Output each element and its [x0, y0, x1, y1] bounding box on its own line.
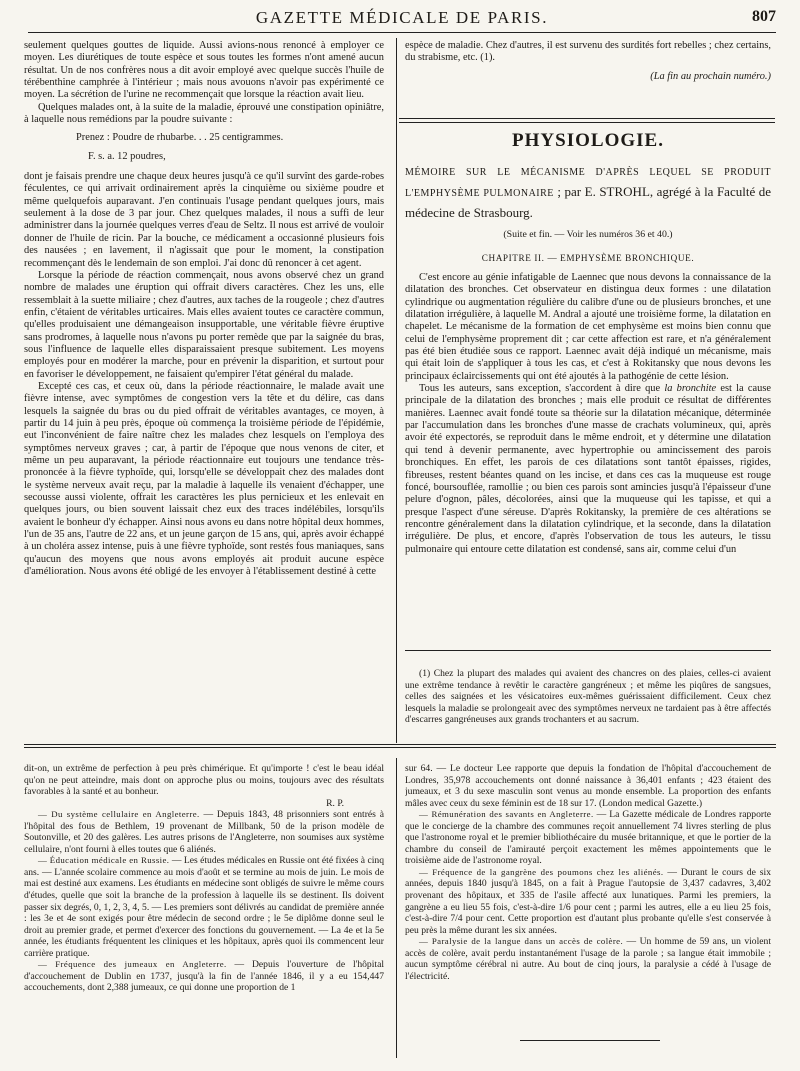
news-item-heading: — Du système cellulaire en Angleterre. [38, 809, 200, 820]
page-separator [24, 747, 776, 748]
end-rule [520, 1040, 660, 1041]
news-item-heading: — Fréquence des jumeaux en Angleterre. [38, 959, 227, 970]
page-separator [24, 744, 776, 745]
journal-title: GAZETTE MÉDICALE DE PARIS. [255, 8, 549, 27]
bottom-left-column [24, 763, 384, 1063]
news-item-heading: — Fréquence de la gangrène des poumons chez les aliénés. [419, 866, 664, 877]
paragraph: sur 64. — Le docteur Lee rapporte que depuis la fondation de l'hôpital d'accouchement de Londres, 35,978 accouchements ont donné naissance à 36,401 enfants ; 423 étaient des jumeaux, et 3 du sexe masculin sont venus au monde ensemble. La proportion des enfants mâles avec ceux du sexe féminin est de 18 sur 17. (London medical Gazette.) [405, 763, 771, 809]
news-item-body: — Un homme de 59 ans, un violent accès de colère, avait perdu instantanément l'usage de la parole ; sa langue était immobile ; aucun symptôme cérébral ni autre. Au bout de cinq jours, la paralysie a cédé à l'usage de l'électricité. [405, 936, 771, 982]
top-right-column-body [405, 272, 771, 640]
news-item [24, 959, 384, 994]
running-header [28, 6, 776, 33]
news-item [405, 867, 771, 936]
column-divider [396, 38, 397, 743]
continuation-note: (La fin au prochain numéro.) [650, 70, 771, 82]
news-item-body: — La Gazette médicale de Londres rapporte que le concierge de la chambre des communes reçoit annuellement 74 livres sterling de plus que l'astronome royal et le premier bibliothécaire du musée britannique, et que le portier de la chambre du conseil de l'amirauté perçoit exactement les mêmes appointements que le troisième aide de l'astronome royal. [405, 809, 771, 867]
article-title-byline: ; par E. [553, 184, 600, 199]
section-heading: PHYSIOLOGIE. [512, 130, 664, 151]
article-author: STROHL [599, 184, 650, 199]
recipe-line: Prenez : Poudre de rhubarbe. . . 25 centigrammes. [76, 132, 284, 144]
news-item-heading: — Rémunération des savants en Angleterre. [419, 809, 594, 820]
news-item-body: — Durant le cours de six années, depuis 1840 jusqu'à 1845, on a fait à Prague l'autopsie de 3,437 cadavres, 3,402 provenant des hôpitaux, et 335 de l'asile affecté aux lunatiques. Parmi les premiers, la gangrène a eu lieu 55 fois, c'est-à-dire 1/6 pour cent ; parmi les autres, elle a eu lieu 25 fois, c'est-à-dire 7/4 pour cent. Cette proportion est d'autant plus probante qu'elle s'est conservée à peu près la même durant les six années. [405, 866, 771, 936]
page-number: 807 [752, 8, 776, 25]
chapter-heading: CHAPITRE II. — EMPHYSÈME BRONCHIQUE. [481, 253, 695, 263]
emphasis-text: la bronchite [664, 383, 717, 395]
paragraph: dit-on, un extrême de perfection à peu près chimérique. Et qu'importe ! c'est le beau idéal qu'on ne peut atteindre, mais dont on approche plus ou moins, toujours avec des résultats favorables à la santé et au bonheur. [24, 763, 384, 798]
news-item [405, 936, 771, 982]
news-item-heading: — Éducation médicale en Russie. [38, 855, 170, 866]
paragraph: Excepté ces cas, et ceux où, dans la période réactionnaire, le malade avait une fièvre intense, avec symptômes de congestion vers la tête et du délire, cas dans lesquels la saignée du bras ou du pied offrait de véritables avantages, ce moyen, à partir du 14 juin à peu près, époque où commença la troisième période de l'épidémie, eut l'inconvénient de faire naître chez les malades chez lesquels on l'employa des symptômes nerveux graves ; car, à partir de l'époque que nous venons de citer, et même un peu auparavant, la période réactionnaire eut toujours une tendance très-prononcée à la fièvre typhoïde, qui, lorsqu'elle se développait chez des malades dont le système nerveux avait reçu, par la maladie à laquelle ils venaient d'échapper, une secousse aussi violente, offrait les caractères les plus pernicieux et les enlevait en quelques jours, ou bien souvent laissait chez eux des traces indélébiles, lorsqu'ils avaient le bonheur d'y échapper. Ainsi nous avons eu dans notre hôpital deux hommes, l'un de 35 ans, l'autre de 22 ans, et un jeune garçon de 15 ans, qui, après avoir échappé à un choléra assez intense, puis à une fièvre typhoïde, sont restés fous maniaques, sans qu'aucun des moyens que nous avons employés ait produit aucune espèce d'amélioration. Nous avons été obligé de les envoyer à l'établissement destiné à cette [24, 380, 384, 578]
text-run: est la cause principale de la dilatation des bronches ; mais elle produit ce résultat de différentes manières. Laennec avait fondé toute sa théorie sur la dilatation mécanique, déterminée par l'accumulation dans les bronches d'une masse de crachats volumineux, qui, après avoir été expectorés, se reproduit dans le même endroit, et y détermine une dilatation qui tend à devenir permanente, avec hypertrophie ou amincissement des parois bronchiques. En effet, les parois de ces dilatations sont tantôt épaisses, rigides, fibreuses, restent béantes quand on les incise, et dans ces cas la muqueuse est rouge foncé, boursouflée, ramollie ; ou bien ces parois sont amincies jusqu'à l'épaisseur d'une pelure d'ognon, pâles, décolorées, ainsi que la muqueuse qui les tapisse, et qui a presque l'aspect d'une séreuse. D'après Rokitansky, la première de ces altérations se rencontre généralement dans la dilatation cylindrique, et la seconde, dans la dilatation irrégulière. De plus, et encore, d'après l'observation de tous les auteurs, le tissu pulmonaire qui entoure cette dilatation est condensé, sans air, comme celui d'un [405, 383, 771, 555]
article-continuation: (Suite et fin. — Voir les numéros 36 et 40.) [503, 229, 673, 240]
article-author-affiliation: , agrégé à la Faculté de médecine de Strasbourg. [405, 184, 771, 220]
recipe-formula: F. s. a. 12 poudres, [88, 150, 166, 162]
paragraph: Quelques malades ont, à la suite de la maladie, éprouvé une constipation opiniâtre, à laquelle nous remédions par la poudre suivante : [24, 101, 384, 126]
paragraph: seulement quelques gouttes de liquide. Aussi avions-nous renoncé à employer ce moyen. Les diurétiques de toute espèce et sous toutes les formes n'ont amené aucun résultat. Un de nos confrères nous a dit avoir employé avec quelque succès l'huile de térébenthine camphrée à l'intérieur ; mais nous avouons n'avoir pas expérimenté ce moyen. La sécrétion de l'urine ne recommençait que lorsque la réaction avait lieu. [24, 40, 384, 101]
footnote [405, 668, 771, 740]
top-right-column-upper [405, 40, 771, 92]
news-item-heading: — Paralysie de la langue dans un accès de colère. [419, 936, 624, 947]
news-item-body: — Les études médicales en Russie ont été fixées à cinq ans. — L'année scolaire commence au mois d'août et se termine au mois de juin. Le mois de mai est destiné aux examens. Les étudiants en médecine sont obligés de suivre le même cours d'études, quelle que soit la branche de la profession à laquelle ils se destinent. Ils doivent passer six degrés, 0, 1, 2, 3, 4, 5. — Les premiers sont délivrés au candidat de première année : les 3e et 4e sont exigés pour être médecin de second ordre ; le 5e diplôme donne seul le droit au premier grade, et permet d'exercer des fonctions du gouvernement. — La 4e et la 5e année, les étudiants fréquentent les cliniques et les hôpitaux, après quoi ils commencent leur carrière pratique. [24, 855, 384, 959]
paragraph: Lorsque la période de réaction commençait, nous avons observé chez un grand nombre de malades une éruption qui offrait divers caractères. Chez les uns, elle ressemblait à la suette miliaire ; chez d'autres, aux taches de la rougeole ; chez d'autres enfin, c'étaient de véritables urticaires. Mais elles avaient toutes ce caractère commun, qu'elles produisaient une démangeaison insupportable, une véritable fièvre éruptive sans prodromes, à laquelle nous n'avons pu porter remède que par la saignée du bras, sous l'influence de laquelle elles disparaissaient presque subitement. Les moyens employés pour en modérer la marche, pour en prévenir la disparition, et surtout pour en favoriser le développement, ne faisaient qu'empirer l'état général du malade. [24, 269, 384, 380]
top-left-column [24, 40, 384, 740]
news-item [24, 855, 384, 959]
paragraph: C'est encore au génie infatigable de Laennec que nous devons la connaissance de la dilatation des bronches. Cet observateur en distingua deux formes : une dilatation cylindrique ou augmentation régulière du calibre d'une ou de plusieurs bronches, et une dilatation irrégulière, à laquelle M. Andral a ajouté une troisième forme, la dilatation en chapelet. Le mécanisme de la formation de cet emphysème est moins bien connu que celui de l'emphysème proprement dit ; car cette affection est rare, et n'a généralement pas été bien étudiée sous ce rapport. Laennec avait déjà indiqué un mécanisme, mais qui était loin de s'appliquer à tous les cas, et c'est à Rokitansky que nous devons les principaux éclaircissements qui ont été ajoutés à la pathogénie de cette lésion. [405, 272, 771, 382]
paragraph: dont je faisais prendre une chaque deux heures jusqu'à ce qu'il survînt des garde-robes féculentes, ce qui arrivait ordinairement après la cinquième ou sixième poudre et même quelquefois auparavant. J'en continuais l'usage pendant quelques jours, mais seulement à la dose de 3 par jour. Chez quelques malades, il nous a suffi de leur administrer dans la journée quelques verres d'eau de Seltz. Il nous est arrivé de vouloir donner de l'huile de ricin. Par la bouche, ce médicament a occasionné plusieurs fois des nausées ; en lavement, il n'agissait que pour le moment, la constipation recommençant dès le lendemain de son emploi. J'ai donc dû renoncer à cet agent. [24, 171, 384, 269]
text-run: Tous les auteurs, sans exception, s'accordent à dire que [419, 383, 665, 395]
article-title [405, 161, 771, 222]
section-rule [399, 118, 775, 123]
column-divider [396, 758, 397, 1058]
news-item-body: — Depuis 1843, 48 prisonniers sont entrés à l'hôpital des fous de Bethlem, 19 provenant de Millbank, 50 de la prison modèle de Soutonville, et 20 des galères. Les autres prisons de l'Angleterre, non soumises aux système cellulaire, n'ont fourni à elles toutes que 6 aliénés. [24, 809, 384, 855]
bottom-right-column [405, 763, 771, 1063]
footnote-rule [405, 650, 771, 651]
paragraph [405, 383, 771, 556]
footnote-text: (1) Chez la plupart des malades qui avaient des chancres on des plaies, celles-ci avaient une extrême tendance à revêtir le caractère gangréneux ; et même les piqûres de sangsues, celles des saignées et les vésicatoires eux-mêmes guérissaient difficilement. Ceux chez lesquels la maladie se prolongeait avec des symptômes nerveux ne tardaient pas à être affectés d'escarres gangréneuses aux grands trochanters et au sacrum. [405, 668, 771, 726]
news-item [24, 809, 384, 855]
article-title-main: MÉMOIRE SUR LE MÉCANISME D'APRÈS LEQUEL SE PRODUIT L'EMPHYSÈME PULMONAIRE [405, 167, 771, 199]
news-item-body: — Depuis l'ouverture de l'hôpital d'accouchement de Dublin en 1737, jusqu'à la fin de l'année 1846, il y a eu 154,447 accouchements, dont 2,388 jumeaux, ce qui donne une proportion de 1 [24, 959, 384, 994]
signature: R. P. [326, 797, 344, 809]
news-item [405, 809, 771, 867]
paragraph: espèce de maladie. Chez d'autres, il est survenu des surdités fort rebelles ; chez certains, du strabisme, etc. (1). [405, 40, 771, 64]
